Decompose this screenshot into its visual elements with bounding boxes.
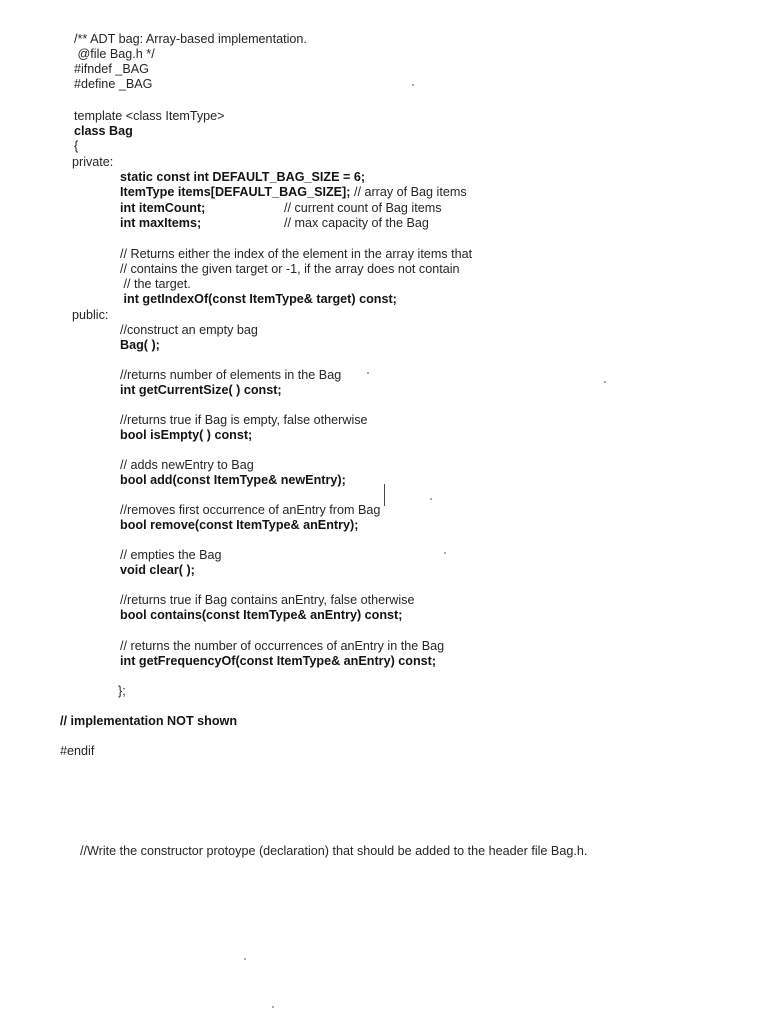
contains-comment: //returns true if Bag contains anEntry, false otherwise (120, 593, 415, 607)
item-count-decl: int itemCount; (120, 201, 206, 215)
question-text: //Write the constructor protoype (declaration) that should be added to the header file Bag.h. (80, 844, 588, 858)
scan-speck (272, 1006, 274, 1008)
add-decl: bool add(const ItemType& newEntry); (120, 473, 346, 487)
open-brace: { (74, 139, 79, 153)
ctor-comment: //construct an empty bag (120, 323, 258, 337)
header-comment-line-2: @file Bag.h */ (74, 47, 155, 61)
scan-speck (430, 498, 432, 500)
scan-speck (367, 372, 369, 374)
add-comment: // adds newEntry to Bag (120, 458, 254, 472)
empty-decl: bool isEmpty( ) const; (120, 428, 253, 442)
get-index-decl: int getIndexOf(const ItemType& target) const; (120, 292, 397, 306)
max-items-decl: int maxItems; (120, 216, 202, 230)
empty-comment: //returns true if Bag is empty, false otherwise (120, 413, 368, 427)
class-close-brace: }; (118, 684, 126, 698)
text-cursor-mark (384, 484, 385, 506)
max-items-comment: // max capacity of the Bag (284, 216, 429, 230)
template-line: template <class ItemType> (74, 109, 225, 123)
remove-decl: bool remove(const ItemType& anEntry); (120, 518, 359, 532)
clear-comment: // empties the Bag (120, 548, 222, 562)
implementation-note: // implementation NOT shown (60, 714, 238, 728)
scan-speck (444, 552, 446, 554)
private-label: private: (72, 155, 114, 169)
scan-speck (412, 84, 414, 86)
scan-speck (604, 381, 606, 383)
size-decl: int getCurrentSize( ) const; (120, 383, 282, 397)
freq-decl: int getFrequencyOf(const ItemType& anEntry) const; (120, 654, 437, 668)
endif-directive: #endif (60, 744, 95, 758)
clear-decl: void clear( ); (120, 563, 195, 577)
item-count-comment: // current count of Bag items (284, 201, 442, 215)
class-name-line: class Bag (74, 124, 133, 138)
freq-comment: // returns the number of occurrences of anEntry in the Bag (120, 639, 445, 653)
default-size-decl: static const int DEFAULT_BAG_SIZE = 6; (120, 170, 366, 184)
public-label: public: (72, 308, 109, 322)
ifndef-directive: #ifndef _BAG (74, 62, 149, 76)
ctor-decl: Bag( ); (120, 338, 160, 352)
get-index-comment-3: // the target. (120, 277, 191, 291)
size-comment: //returns number of elements in the Bag (120, 368, 342, 382)
get-index-comment-1: // Returns either the index of the element in the array items that (120, 247, 473, 261)
header-comment-line-1: /** ADT bag: Array-based implementation. (74, 32, 307, 46)
items-array-code: ItemType items[DEFAULT_BAG_SIZE]; (120, 185, 351, 199)
items-array-line (120, 185, 467, 200)
items-array-comment: // array of Bag items (350, 185, 467, 199)
contains-decl: bool contains(const ItemType& anEntry) const; (120, 608, 403, 622)
remove-comment: //removes first occurrence of anEntry from Bag (120, 503, 381, 517)
get-index-comment-2: // contains the given target or -1, if the array does not contain (120, 262, 460, 276)
define-directive: #define _BAG (74, 77, 153, 91)
scan-speck (244, 958, 246, 960)
